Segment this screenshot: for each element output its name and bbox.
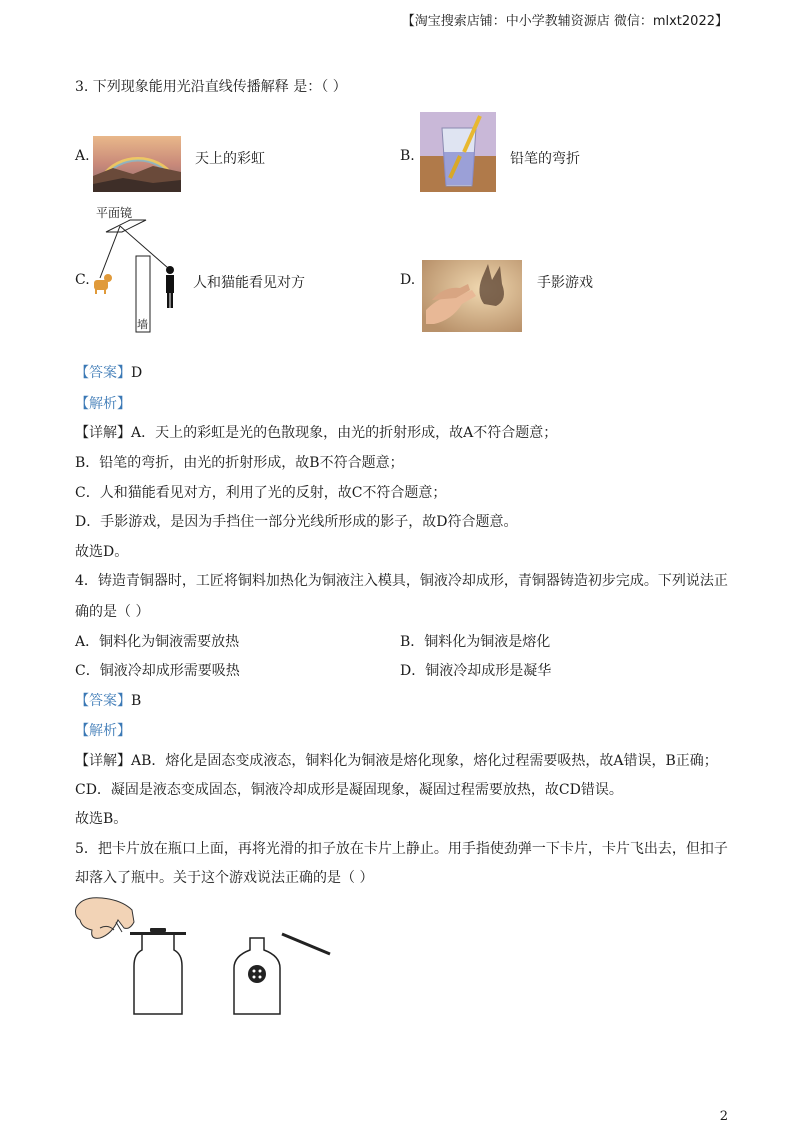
mirror-label: 平面镜 <box>96 206 133 220</box>
q3-stem: 3. 下列现象能用光沿直线传播解释 是：（ ） <box>75 79 347 95</box>
q4-option-a: A．铜料化为铜液需要放热 <box>75 634 240 650</box>
pencil-in-water-photo <box>420 112 496 192</box>
q4-option-d: D．铜液冷却成形是凝华 <box>400 663 552 679</box>
q3-option-a-letter: A. <box>75 148 90 164</box>
q3-option-c-text: 人和猫能看见对方 <box>193 275 305 291</box>
q3-option-a-text: 天上的彩虹 <box>195 151 265 167</box>
q3-conclusion: 故选D。 <box>75 544 129 560</box>
q4-detail-text-1: AB．熔化是固态变成液态，铜料化为铜液是熔化现象，熔化过程需要吸热，故A错误，B正确； <box>131 753 718 769</box>
q3-option-d-letter: D. <box>400 272 416 288</box>
wall-label: 墙 <box>137 318 148 331</box>
q3-detail-line-3: C．人和猫能看见对方，利用了光的反射，故C不符合题意； <box>75 485 447 501</box>
q4-detail-tag: 【详解】 <box>75 753 131 769</box>
q4-detail-line-2: CD．凝固是液态变成固态，铜液冷却成形是凝固现象，凝固过程需要放热，故CD错误。 <box>75 782 623 798</box>
q3-option-b-letter: B. <box>400 148 415 164</box>
hand-icon <box>76 898 135 939</box>
q3-detail-line-1 <box>75 422 557 442</box>
q4-analysis-tag: 【解析】 <box>75 723 131 739</box>
q3-detail-text-1: A．天上的彩虹是光的色散现象，由光的折射形成，故A不符合题意； <box>131 425 558 441</box>
person-icon <box>166 266 174 308</box>
q4-stem-line-1: 4．铸造青铜器时，工匠将铜料加热化为铜液注入模具，铜液冷却成形，青铜器铸造初步完成。下列说法正 <box>75 573 728 589</box>
q3-answer-tag: 【答案】 <box>75 365 131 381</box>
q4-conclusion: 故选B。 <box>75 811 128 827</box>
q4-stem-line-2: 确的是（ ） <box>75 604 150 620</box>
q3-analysis-tag: 【解析】 <box>75 396 131 412</box>
hand-shadow-photo <box>422 260 522 332</box>
page-header: 【淘宝搜索店铺：中小学教辅资源店 微信：mlxt2022】 <box>401 14 728 29</box>
q4-option-c: C．铜液冷却成形需要吸热 <box>75 663 240 679</box>
q3-answer-row <box>75 362 142 382</box>
cat-icon <box>94 274 112 294</box>
q3-detail-line-2: B．铅笔的弯折，由光的折射形成，故B不符合题意； <box>75 455 404 471</box>
q5-stem-line-1: 5．把卡片放在瓶口上面，再将光滑的扣子放在卡片上静止。用手指使劲弹一下卡片，卡片飞出去，但扣子 <box>75 841 728 857</box>
q4-detail-line-1 <box>75 750 718 770</box>
q3-answer-value: D <box>131 365 143 381</box>
q5-stem-line-2: 却落入了瓶中。关于这个游戏说法正确的是（ ） <box>75 870 374 886</box>
q3-option-c-letter: C. <box>75 272 90 288</box>
q3-detail-line-4: D．手影游戏，是因为手挡住一部分光线所形成的影子，故D符合题意。 <box>75 514 518 530</box>
q3-option-d-text: 手影游戏 <box>537 275 593 291</box>
q3-detail-tag: 【详解】 <box>75 425 131 441</box>
q4-answer-value: B <box>131 693 142 709</box>
q4-answer-tag: 【答案】 <box>75 693 131 709</box>
q4-answer-row <box>75 690 141 710</box>
page-number: 2 <box>719 1109 728 1124</box>
rainbow-photo <box>93 136 181 192</box>
q4-option-b: B．铜料化为铜液是熔化 <box>400 634 551 650</box>
q3-option-b-text: 铅笔的弯折 <box>510 151 580 167</box>
card-bottle-diagram <box>72 894 342 1020</box>
